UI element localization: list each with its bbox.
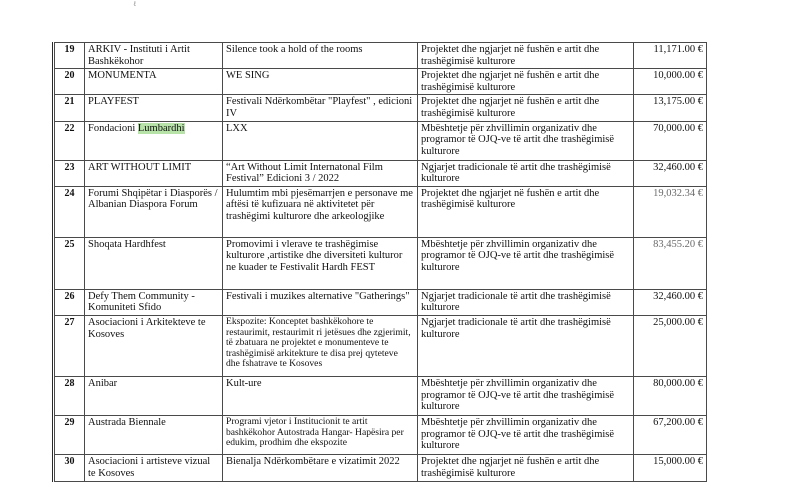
row-number: 24 [55,186,85,237]
amount-cell: 11,171.00 € [634,43,707,69]
amount-cell: 13,175.00 € [634,95,707,121]
amount-cell: 32,460.00 € [634,289,707,315]
project-cell: Silence took a hold of the rooms [223,43,418,69]
row-number: 23 [55,160,85,186]
category-cell: Mbështetje për zhvillimin organizativ dhe programor të OJQ-ve të artit dhe trashëgimisë kulturore [418,415,634,454]
scan-mark: ℓ [133,0,137,8]
amount-cell: 32,460.00 € [634,160,707,186]
table-row [55,160,707,186]
table-row [55,454,707,481]
table-row [55,289,707,315]
row-number: 20 [55,69,85,95]
table-row [55,95,707,121]
organization-cell: PLAYFEST [85,95,223,121]
table-row [55,69,707,95]
table-left-rule [52,42,53,482]
amount-cell: 70,000.00 € [634,121,707,160]
project-cell: Promovimi i vlerave te trashëgimise kulturore ,artistike dhe diversiteti kulturor ne kuader te Festivalit Hardh FEST [223,237,418,289]
organization-cell: Defy Them Community - Komuniteti Sfido [85,289,223,315]
project-cell: Bienalja Ndërkombëtare e vizatimit 2022 [223,454,418,481]
organization-cell: Anibar [85,376,223,415]
table-row [55,315,707,376]
row-number: 27 [55,315,85,376]
row-number: 28 [55,376,85,415]
organization-cell: Forumi Shqipëtar i Diasporës / Albanian Diaspora Forum [85,186,223,237]
row-number: 22 [55,121,85,160]
table-row [55,376,707,415]
amount-cell: 10,000.00 € [634,69,707,95]
organization-cell: Austrada Biennale [85,415,223,454]
organization-cell: MONUMENTA [85,69,223,95]
project-cell: Programi vjetor i Institucionit te artit bashkëkohor Autostrada Hangar- Hapësira per edukim, prodhim dhe ekspozite [223,415,418,454]
category-cell: Projektet dhe ngjarjet në fushën e artit dhe trashëgimisë kulturore [418,454,634,481]
organization-cell: ART WITHOUT LIMIT [85,160,223,186]
organization-cell: Shoqata Hardhfest [85,237,223,289]
category-cell: Projektet dhe ngjarjet në fushën e artit dhe trashëgimisë kulturore [418,43,634,69]
row-number: 30 [55,454,85,481]
organization-prefix: Fondacioni [88,122,138,134]
category-cell: Mbështetje për zhvillimin organizativ dhe programor të OJQ-ve të artit dhe trashëgimisë kulturore [418,121,634,160]
amount-cell: 25,000.00 € [634,315,707,376]
category-cell: Ngjarjet tradicionale të artit dhe trashëgimisë kulturore [418,160,634,186]
category-cell: Projektet dhe ngjarjet në fushën e artit dhe trashëgimisë kulturore [418,186,634,237]
row-number: 25 [55,237,85,289]
organization-cell [85,121,223,160]
table-row [55,415,707,454]
table-row [55,43,707,69]
category-cell: Mbështetje për zhvillimin organizativ dhe programor të OJQ-ve të artit dhe trashëgimisë kulturore [418,237,634,289]
row-number: 29 [55,415,85,454]
project-cell: Hulumtim mbi pjesëmarrjen e personave me aftësi të kufizuara në aktivitetet për trashëgimi kulturore dhe arkeologjike [223,186,418,237]
table-row [55,121,707,160]
amount-cell: 15,000.00 € [634,454,707,481]
category-cell: Ngjarjet tradicionale të artit dhe trashëgimisë kulturore [418,289,634,315]
row-number: 21 [55,95,85,121]
project-cell: Festivali i muzikes alternative "Gatherings" [223,289,418,315]
highlighted-name: Lumbardhi [137,122,185,134]
project-cell: WE SING [223,69,418,95]
category-cell: Projektet dhe ngjarjet në fushën e artit dhe trashëgimisë kulturore [418,95,634,121]
grants-table [54,42,707,482]
category-cell: Projektet dhe ngjarjet në fushën e artit dhe trashëgimisë kulturore [418,69,634,95]
table-row [55,186,707,237]
amount-cell: 83,455.20 € [634,237,707,289]
row-number: 26 [55,289,85,315]
amount-cell: 19,032.34 € [634,186,707,237]
row-number: 19 [55,43,85,69]
organization-cell: Asociacioni i Arkitekteve te Kosoves [85,315,223,376]
project-cell: Ekspozite: Konceptet bashkëkohore te restaurimit, restaurimit ri jetësues dhe zgjerimit, të zbatuara ne projektet e monumenteve te trashëgimisë arkitekture te disa prej qyteteve dhe fshatrave te Kosoves [223,315,418,376]
project-cell: Kult-ure [223,376,418,415]
project-cell: “Art Without Limit Internatonal Film Festival” Edicioni 3 / 2022 [223,160,418,186]
project-cell: Festivali Ndërkombëtar "Playfest" , edicioni IV [223,95,418,121]
category-cell: Ngjarjet tradicionale të artit dhe trashëgimisë kulturore [418,315,634,376]
amount-cell: 80,000.00 € [634,376,707,415]
organization-cell: Asociacioni i artisteve vizual te Kosoves [85,454,223,481]
project-cell: LXX [223,121,418,160]
amount-cell: 67,200.00 € [634,415,707,454]
organization-cell: ARKIV - Instituti i Artit Bashkëkohor [85,43,223,69]
category-cell: Mbështetje për zhvillimin organizativ dhe programor të OJQ-ve të artit dhe trashëgimisë kulturore [418,376,634,415]
table-row [55,237,707,289]
